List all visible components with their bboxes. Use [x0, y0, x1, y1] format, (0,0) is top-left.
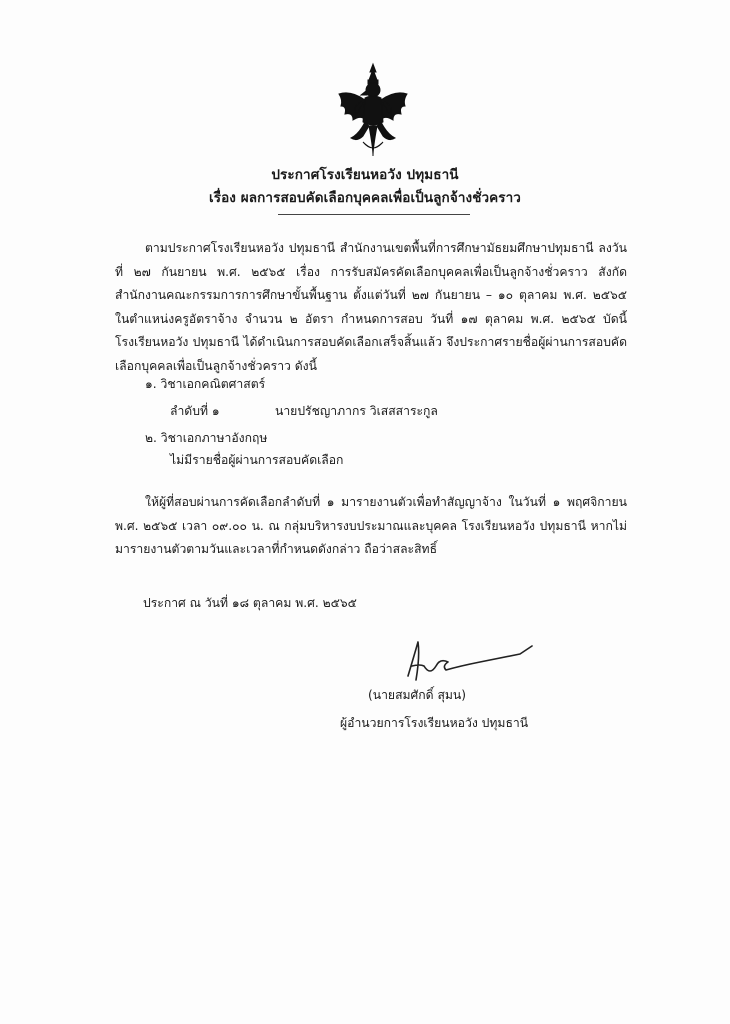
announcement-subject: เรื่อง ผลการสอบคัดเลือกบุคคลเพื่อเป็นลูกจ้างชั่วคราว	[209, 190, 521, 206]
signer-position: ผู้อำนวยการโรงเรียนหอวัง ปทุมธานี	[340, 716, 529, 730]
garuda-emblem-icon	[333, 62, 413, 158]
subject-english-note: ไม่มีรายชื่อผู้ผ่านการสอบคัดเลือก	[170, 453, 344, 467]
intro-paragraph: ตามประกาศโรงเรียนหอวัง ปทุมธานี สำนักงานเขตพื้นที่การศึกษามัธยมศึกษาปทุมธานี ลงวันที่ ๒๗ กันยายน พ.ศ. ๒๕๖๕ เรื่อง การรับสมัครคัดเลือกบุคคลเพื่อเป็นลูกจ้างชั่วคราว สังกัดสำนักงานคณะกรรมการการศึกษาขั้นพื้นฐาน ตั้งแต่วันที่ ๒๗ กันยายน – ๑๐ ตุลาคม พ.ศ. ๒๕๖๕ ในตำแหน่งครูอัตราจ้าง จำนวน ๒ อัตรา กำหนดการสอบ วันที่ ๑๗ ตุลาคม พ.ศ. ๒๕๖๕ บัดนี้ โรงเรียนหอวัง ปทุมธานี ได้ดำเนินการสอบคัดเลือกเสร็จสิ้นแล้ว จึงประกาศรายชื่อผู้ผ่านการสอบคัดเลือกบุคคลเพื่อเป็นลูกจ้างชั่วคราว ดังนี้	[115, 241, 627, 373]
subject-math-rank: ลำดับที่ ๑	[170, 404, 220, 418]
reporting-paragraph: ให้ผู้ที่สอบผ่านการคัดเลือกลำดับที่ ๑ มารายงานตัวเพื่อทำสัญญาจ้าง ในวันที่ ๑ พฤศจิกายน พ.ศ. ๒๕๖๕ เวลา ๐๙.๐๐ น. ณ กลุ่มบริหารงบประมาณและบุคคล โรงเรียนหอวัง ปทุมธานี หากไม่มารายงานตัวตามวันและเวลาที่กำหนดดังกล่าว ถือว่าสละสิทธิ์	[115, 495, 627, 556]
signer-name: (นายสมศักดิ์ สุมน)	[368, 688, 467, 702]
subject-math-heading: ๑. วิชาเอกคณิตศาสตร์	[145, 377, 266, 391]
announcement-date: ประกาศ ณ วันที่ ๑๘ ตุลาคม พ.ศ. ๒๕๖๕	[143, 596, 357, 610]
subject-english-heading: ๒. วิชาเอกภาษาอังกฤษ	[145, 431, 268, 445]
subject-math-candidate: นายปรัชญาภากร วิเสสสาระกูล	[275, 404, 438, 418]
announcement-heading: ประกาศโรงเรียนหอวัง ปทุมธานี	[271, 167, 459, 183]
signature-icon	[400, 636, 540, 692]
title-divider	[278, 214, 470, 215]
